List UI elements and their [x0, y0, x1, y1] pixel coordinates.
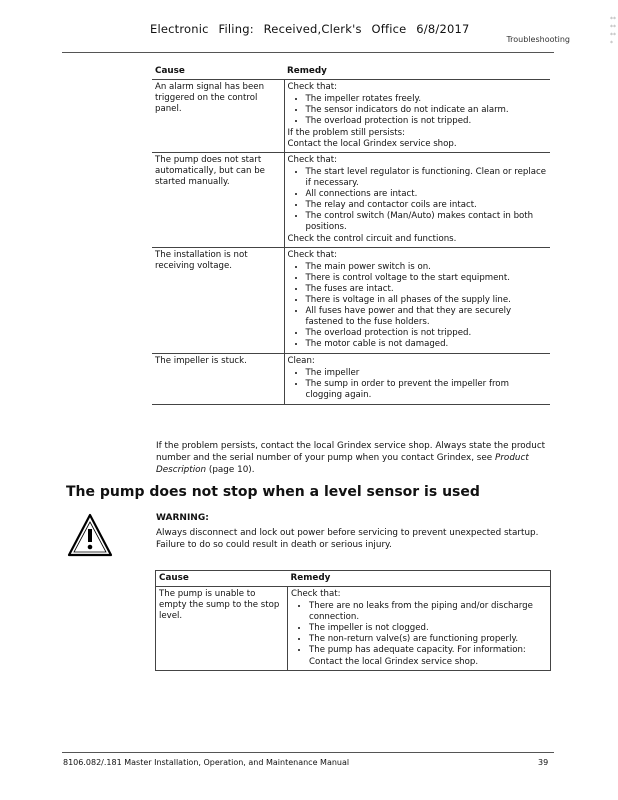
- list-item: • The impeller is not clogged.: [309, 623, 547, 634]
- table-row: [152, 248, 550, 354]
- remedy-intro: Check that:: [287, 82, 338, 92]
- warning-title: WARNING:: [156, 513, 209, 523]
- list-item: • The pump has adequate capacity. For information:: [309, 645, 547, 656]
- remedy-list: [288, 94, 548, 127]
- warning-text: Always disconnect and lock out power before servicing to prevent unexpected startup. Failure to do so could result in death or serious injury.: [156, 528, 539, 550]
- note-page-ref: (page 10).: [206, 465, 255, 475]
- list-item: • The motor cable is not damaged.: [306, 339, 548, 350]
- remedy-intro: Clean:: [287, 356, 315, 366]
- header-rule: [62, 52, 554, 53]
- remedy-cell: [284, 248, 550, 354]
- table-row: [156, 587, 551, 671]
- cause-header: Cause: [156, 571, 288, 587]
- list-item: • The control switch (Man/Auto) makes contact in both positions.: [306, 211, 548, 233]
- remedy-cell: [288, 587, 551, 671]
- cause-cell: The pump is unable to empty the sump to the stop level.: [156, 587, 288, 671]
- remedy-intro: Check that:: [287, 250, 338, 260]
- list-item: • The overload protection is not tripped.: [306, 116, 548, 127]
- remedy-header: Remedy: [288, 571, 551, 587]
- page-number: 39: [538, 758, 549, 767]
- list-item: • All fuses have power and that they are securely fastened to the fuse holders.: [306, 306, 548, 328]
- section-name: Troubleshooting: [506, 35, 570, 44]
- remedy-cell: [284, 80, 550, 153]
- list-item: • The impeller rotates freely.: [306, 94, 548, 105]
- warning-triangle-icon: [66, 512, 114, 558]
- list-item: • The non-return valve(s) are functioning properly.: [309, 634, 547, 645]
- list-item: • The sensor indicators do not indicate an alarm.: [306, 105, 548, 116]
- remedy-note: Check the control circuit and functions.: [287, 234, 457, 244]
- list-item: • The start level regulator is functioning. Clean or replace if necessary.: [306, 167, 548, 189]
- edge-mark: *******: [610, 16, 616, 47]
- section-heading: The pump does not stop when a level sensor is used: [66, 484, 480, 500]
- product-description-link[interactable]: Product Description: [156, 453, 529, 475]
- cause-cell: The installation is not receiving voltage.: [152, 248, 284, 354]
- remedy-list: [288, 368, 548, 401]
- remedy-intro: Check that:: [287, 155, 338, 165]
- remedy-list: [288, 262, 548, 350]
- footer-rule: [62, 752, 554, 753]
- cause-cell: The impeller is stuck.: [152, 354, 284, 405]
- list-item: • There is control voltage to the start equipment.: [306, 273, 548, 284]
- remedy-cell: [284, 153, 550, 248]
- list-item: • All connections are intact.: [306, 189, 548, 200]
- list-item: • The impeller: [306, 368, 548, 379]
- remedy-cell: [284, 354, 550, 405]
- list-item: • There are no leaks from the piping and/or discharge connection.: [309, 601, 547, 623]
- cause-cell: An alarm signal has been triggered on the control panel.: [152, 80, 284, 153]
- remedy-note: If the problem still persists:: [287, 128, 406, 138]
- list-item: • The sump in order to prevent the impeller from clogging again.: [306, 379, 548, 401]
- list-item: • The fuses are intact.: [306, 284, 548, 295]
- cause-cell: The pump does not start automatically, but can be started manually.: [152, 153, 284, 248]
- troubleshooting-table-2: [155, 570, 551, 671]
- table-row: [152, 153, 550, 248]
- table-row: [152, 354, 550, 405]
- list-item: • The main power switch is on.: [306, 262, 548, 273]
- remedy-note: Contact the local Grindex service shop.: [287, 139, 457, 149]
- remedy-list: [288, 167, 548, 233]
- remedy-intro: Check that:: [291, 589, 341, 599]
- remedy-header: Remedy: [284, 64, 550, 80]
- list-item: • The relay and contactor coils are intact.: [306, 200, 548, 211]
- filing-stamp: Electronic Filing: Received,Clerk's Office 6/8/2017: [150, 22, 470, 36]
- remedy-note: Contact the local Grindex service shop.: [309, 657, 479, 667]
- list-item: • There is voltage in all phases of the supply line.: [306, 295, 548, 306]
- troubleshooting-table-1: [152, 64, 550, 405]
- persistent-problem-note: [156, 440, 548, 476]
- table-row: [152, 80, 550, 153]
- list-item: • The overload protection is not tripped.: [306, 328, 548, 339]
- remedy-list: [291, 601, 547, 656]
- cause-header: Cause: [152, 64, 284, 80]
- note-text: If the problem persists, contact the local Grindex service shop. Always state the product number and the serial number of your pump when you contact Grindex, see: [156, 441, 546, 463]
- footer-manual-title: 8106.082/.181 Master Installation, Operation, and Maintenance Manual: [63, 758, 350, 767]
